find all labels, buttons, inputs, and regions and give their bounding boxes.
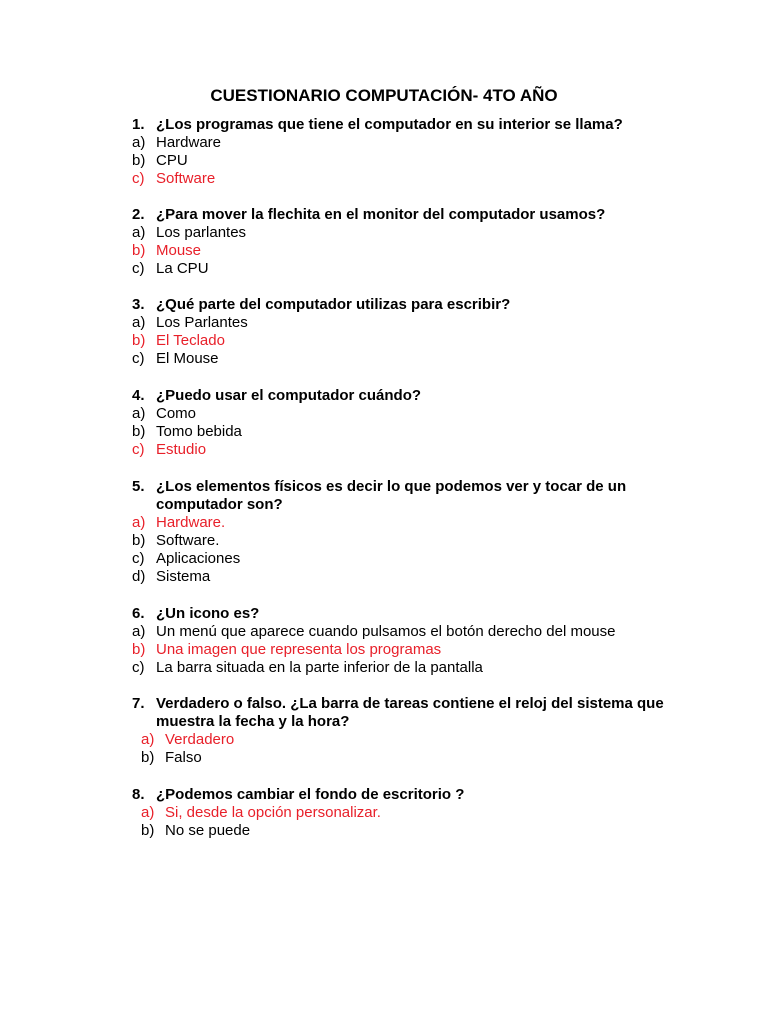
option-text: CPU [156, 152, 188, 169]
option-text: La CPU [156, 260, 209, 277]
option-letter: b) [132, 332, 146, 349]
correct-answer-option [132, 242, 692, 260]
option-text: Aplicaciones [156, 550, 241, 567]
option-text: Mouse [156, 242, 202, 259]
option-text: El Teclado [156, 332, 225, 349]
option-letter: c) [132, 350, 145, 367]
option-text: Una imagen que representa los programas [156, 641, 442, 658]
option-letter: c) [132, 550, 145, 567]
answer-option [141, 749, 701, 767]
question-7 [132, 695, 692, 731]
correct-answer-option [132, 332, 692, 350]
option-letter: b) [132, 152, 146, 169]
question-text: ¿Qué parte del computador utilizas para escribir? [156, 296, 511, 313]
question-number: 4. [132, 387, 145, 404]
question-number: 7. [132, 695, 145, 712]
question-8 [132, 786, 692, 804]
question-text: ¿Para mover la flechita en el monitor del computador usamos? [156, 206, 606, 223]
question-text: ¿Puedo usar el computador cuándo? [156, 387, 422, 404]
answer-option [132, 314, 692, 332]
question-5 [132, 478, 692, 514]
answer-option [132, 405, 692, 423]
question-text: ¿Los programas que tiene el computador en su interior se llama? [156, 116, 623, 133]
answer-option [132, 423, 692, 441]
answer-option [132, 568, 692, 586]
option-text: El Mouse [156, 350, 219, 367]
option-letter: b) [141, 822, 155, 839]
answer-option [132, 224, 692, 242]
option-text: Software. [156, 532, 220, 549]
option-letter: c) [132, 441, 145, 458]
option-text: Como [156, 405, 197, 422]
option-text: La barra situada en la parte inferior de la pantalla [156, 659, 483, 676]
option-text: Los parlantes [156, 224, 247, 241]
option-text: Sistema [156, 568, 211, 585]
question-number: 8. [132, 786, 145, 803]
option-letter: a) [132, 314, 146, 331]
option-letter: a) [132, 405, 146, 422]
answer-option [132, 550, 692, 568]
option-text: Hardware. [156, 514, 226, 531]
correct-answer-option [132, 641, 692, 659]
question-number: 5. [132, 478, 145, 495]
option-text: Si, desde la opción personalizar. [165, 804, 381, 821]
correct-answer-option [132, 514, 692, 532]
question-number: 3. [132, 296, 145, 313]
option-text: Estudio [156, 441, 207, 458]
option-letter: b) [132, 423, 146, 440]
option-letter: b) [132, 641, 146, 658]
option-letter: d) [132, 568, 146, 585]
question-text: ¿Los elementos físicos es decir lo que podemos ver y tocar de un computador son? [156, 478, 627, 513]
option-letter: a) [132, 623, 146, 640]
answer-option [132, 623, 692, 641]
option-text: Falso [165, 749, 202, 766]
option-letter: c) [132, 659, 145, 676]
question-text: ¿Un icono es? [156, 605, 260, 622]
answer-option [132, 350, 692, 368]
option-letter: b) [132, 532, 146, 549]
answer-option [132, 152, 692, 170]
correct-answer-option [141, 804, 701, 822]
question-number: 6. [132, 605, 145, 622]
question-number: 2. [132, 206, 145, 223]
question-2 [132, 206, 692, 224]
answer-option [132, 532, 692, 550]
option-letter: b) [141, 749, 155, 766]
option-text: Los Parlantes [156, 314, 248, 331]
question-6 [132, 605, 692, 623]
answer-option [132, 659, 692, 677]
option-letter: a) [132, 514, 146, 531]
question-number: 1. [132, 116, 145, 133]
question-4 [132, 387, 692, 405]
option-text: Tomo bebida [156, 423, 242, 440]
option-letter: b) [132, 242, 146, 259]
correct-answer-option [132, 441, 692, 459]
correct-answer-option [132, 170, 692, 188]
question-3 [132, 296, 692, 314]
option-text: Un menú que aparece cuando pulsamos el botón derecho del mouse [156, 623, 616, 640]
question-text: Verdadero o falso. ¿La barra de tareas contiene el reloj del sistema que muestra la fecha y la hora? [156, 695, 664, 730]
option-letter: a) [132, 134, 146, 151]
option-text: No se puede [165, 822, 251, 839]
answer-option [132, 260, 692, 278]
page-title: CUESTIONARIO COMPUTACIÓN- 4TO AÑO [210, 86, 558, 105]
answer-option [141, 822, 701, 840]
option-letter: c) [132, 170, 145, 187]
option-letter: a) [132, 224, 146, 241]
question-1 [132, 116, 692, 134]
correct-answer-option [141, 731, 701, 749]
option-letter: c) [132, 260, 145, 277]
option-text: Hardware [156, 134, 222, 151]
option-text: Software [156, 170, 216, 187]
question-text: ¿Podemos cambiar el fondo de escritorio ? [156, 786, 465, 803]
option-text: Verdadero [165, 731, 235, 748]
option-letter: a) [141, 804, 155, 821]
option-letter: a) [141, 731, 155, 748]
answer-option [132, 134, 692, 152]
